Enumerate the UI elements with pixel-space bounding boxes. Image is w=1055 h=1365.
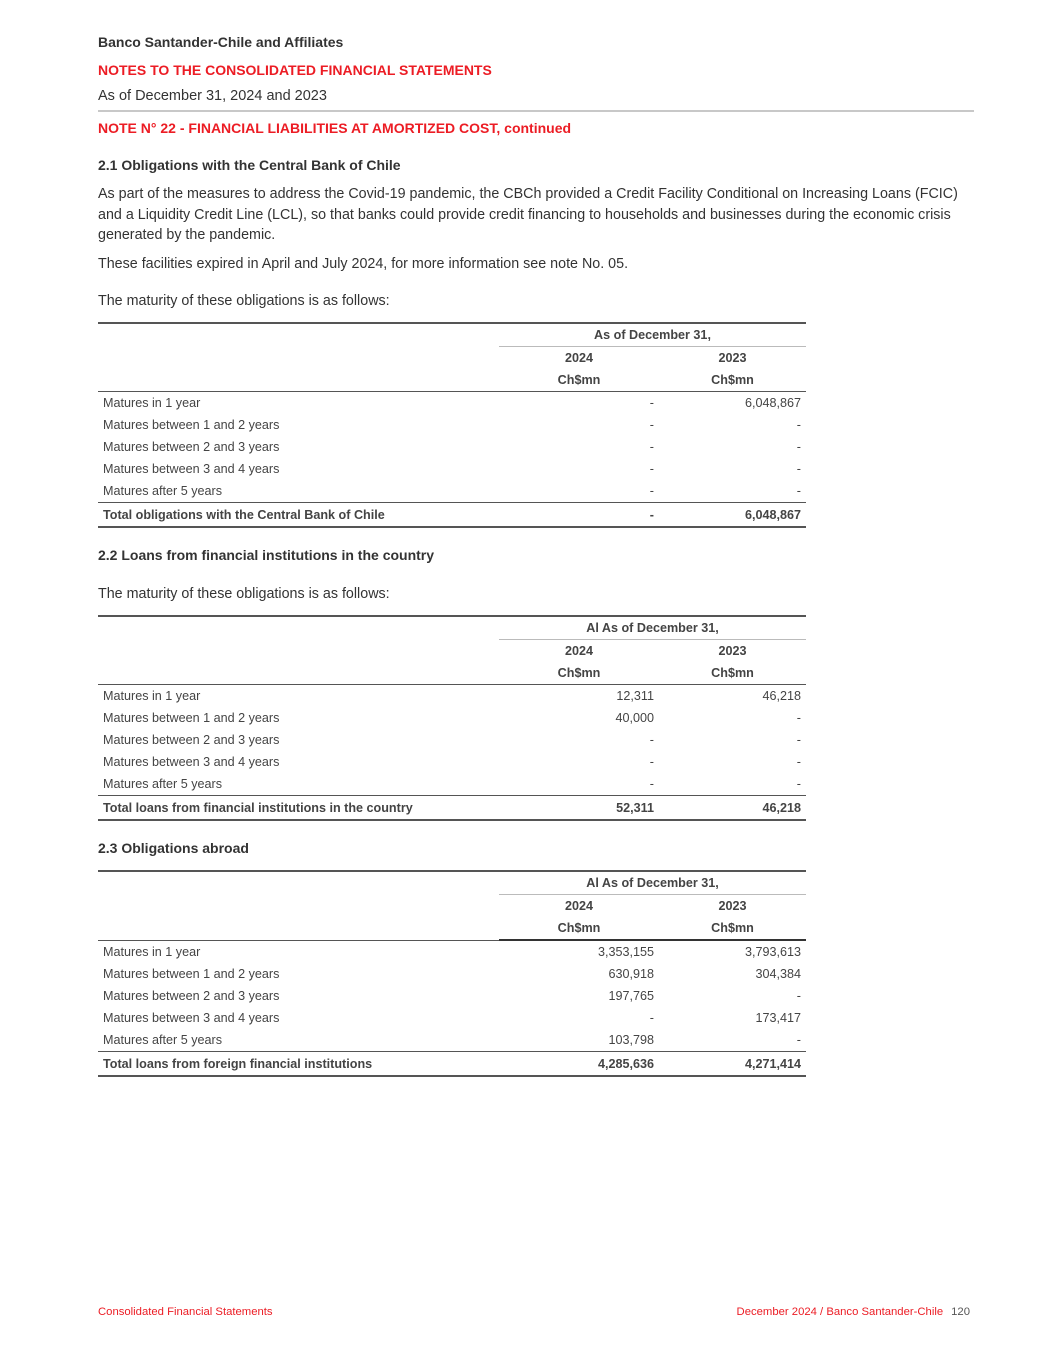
table-year-row [98,640,806,663]
unit-2024-header: Ch$mn [499,369,659,392]
as-of-date: As of December 31, 2024 and 2023 [98,88,327,104]
table-row [98,458,806,480]
value-2023: - [796,733,801,747]
document-page [98,0,970,1365]
total-2024: 4,285,636 [499,1052,659,1077]
value-2023: - [796,1033,801,1047]
value-2023: - [796,711,801,725]
table-row [98,985,806,1007]
unit-2024-header: Ch$mn [499,662,659,685]
table-row [98,707,806,729]
year-2023-header: 2023 [718,899,747,913]
row-label: Matures between 2 and 3 years [103,733,280,747]
paragraph-covid-measures: As part of the measures to address the Covid-19 pandemic, the CBCh provided a Credit Facility Conditional on Increasing Loans (FCIC) and a Liquidity Credit Line (LCL), so that banks could provide credit financing to households and businesses during the economic crisis generated by the pandemic. [98,186,958,243]
unit-2024-header: Ch$mn [499,917,659,940]
total-2024: - [499,503,659,528]
table-header-row [98,871,806,895]
value-2023: - [796,440,801,454]
value-2023: - [796,755,801,769]
table-row [98,685,806,708]
unit-2023-header: Ch$mn [659,369,806,392]
row-label: Matures after 5 years [103,484,222,498]
row-label: Matures between 1 and 2 years [103,967,280,981]
page-number: 120 [951,1306,970,1318]
value-2024: - [649,418,654,432]
table-row [98,480,806,503]
total-2023: 6,048,867 [659,503,806,528]
value-2023: 46,218 [762,689,801,703]
paragraph-facilities-expired: These facilities expired in April and July 2024, for more information see note No. 05. [98,256,629,272]
row-label: Matures between 3 and 4 years [103,462,280,476]
value-2024: - [649,462,654,476]
table-row [98,414,806,436]
total-2023: 4,271,414 [659,1052,806,1077]
year-2023-header: 2023 [718,644,747,658]
value-2024: - [649,440,654,454]
value-2023: - [796,777,801,791]
table-header-row [98,323,806,347]
table-row [98,963,806,985]
value-2024: - [649,484,654,498]
value-2024: 12,311 [616,689,654,703]
table-row [98,1007,806,1029]
footer-report-name: December 2024 / Banco Santander-Chile [736,1306,944,1318]
year-2024-header: 2024 [564,644,594,658]
paragraph-maturity-intro: The maturity of these obligations is as follows: [98,293,390,309]
total-2023: 46,218 [659,796,806,821]
table-unit-row [98,662,806,685]
header-divider [98,110,974,112]
value-2023: - [796,462,801,476]
row-label: Matures between 1 and 2 years [103,418,280,432]
table-row [98,940,806,963]
total-label: Total loans from financial institutions in the country [98,796,499,821]
value-2023: - [796,484,801,498]
notes-title: NOTES TO THE CONSOLIDATED FINANCIAL STATEMENTS [98,62,492,78]
footer-document-title: Consolidated Financial Statements [98,1306,273,1318]
year-2023-header: 2023 [718,351,747,365]
company-name: Banco Santander-Chile and Affiliates [98,34,344,50]
total-label: Total obligations with the Central Bank of Chile [98,503,499,528]
table-unit-row [98,917,806,940]
year-2024-header: 2024 [564,899,594,913]
column-group-header: Al As of December 31, [499,616,806,640]
table-total-row [98,1052,806,1077]
section-title-central-bank: 2.1 Obligations with the Central Bank of Chile [98,157,401,173]
table-year-row [98,347,806,370]
obligations-abroad-maturity-table [98,870,806,1077]
table-row [98,392,806,415]
note-title: NOTE N° 22 - FINANCIAL LIABILITIES AT AMORTIZED COST, continued [98,120,572,136]
row-label: Matures in 1 year [103,689,201,703]
value-2024: 103,798 [608,1033,654,1047]
domestic-loans-maturity-table [98,615,806,821]
table-year-row [98,895,806,918]
table-unit-row [98,369,806,392]
total-2024: 52,311 [499,796,659,821]
value-2024: - [649,733,654,747]
value-2023: - [796,989,801,1003]
footer-right [737,1306,970,1318]
central-bank-maturity-table [98,322,806,528]
value-2024: 197,765 [608,989,654,1003]
section-title-domestic-loans: 2.2 Loans from financial institutions in the country [98,547,435,563]
value-2023: 3,793,613 [744,945,801,959]
value-2023: - [796,418,801,432]
row-label: Matures between 2 and 3 years [103,440,280,454]
table-total-row [98,503,806,528]
value-2024: 630,918 [608,967,654,981]
table-row [98,1029,806,1052]
row-label: Matures in 1 year [103,944,201,959]
value-2024: 40,000 [615,711,654,725]
paragraph-maturity-intro-2: The maturity of these obligations is as follows: [98,586,390,602]
total-label: Total loans from foreign financial institutions [98,1052,499,1077]
value-2023: 304,384 [755,967,801,981]
value-2024: 3,353,155 [597,945,654,959]
row-label: Matures in 1 year [103,396,201,410]
value-2024: - [649,396,654,410]
value-2023: 6,048,867 [744,396,801,410]
row-label: Matures between 1 and 2 years [103,711,280,725]
table-row [98,751,806,773]
row-label: Matures after 5 years [103,1033,222,1047]
value-2023: 173,417 [755,1011,801,1025]
value-2024: - [649,777,654,791]
unit-2023-header: Ch$mn [659,917,806,940]
value-2024: - [649,755,654,769]
table-row [98,729,806,751]
year-2024-header: 2024 [564,351,594,365]
table-row [98,436,806,458]
row-label: Matures between 3 and 4 years [103,755,280,769]
row-label: Matures after 5 years [103,777,222,791]
unit-2023-header: Ch$mn [659,662,806,685]
section-title-obligations-abroad: 2.3 Obligations abroad [98,840,249,856]
column-group-header: Al As of December 31, [499,871,806,895]
row-label: Matures between 3 and 4 years [103,1011,280,1025]
table-row [98,773,806,796]
column-group-header: As of December 31, [499,323,806,347]
value-2024: - [649,1011,654,1025]
table-header-row [98,616,806,640]
table-total-row [98,796,806,821]
row-label: Matures between 2 and 3 years [103,989,280,1003]
